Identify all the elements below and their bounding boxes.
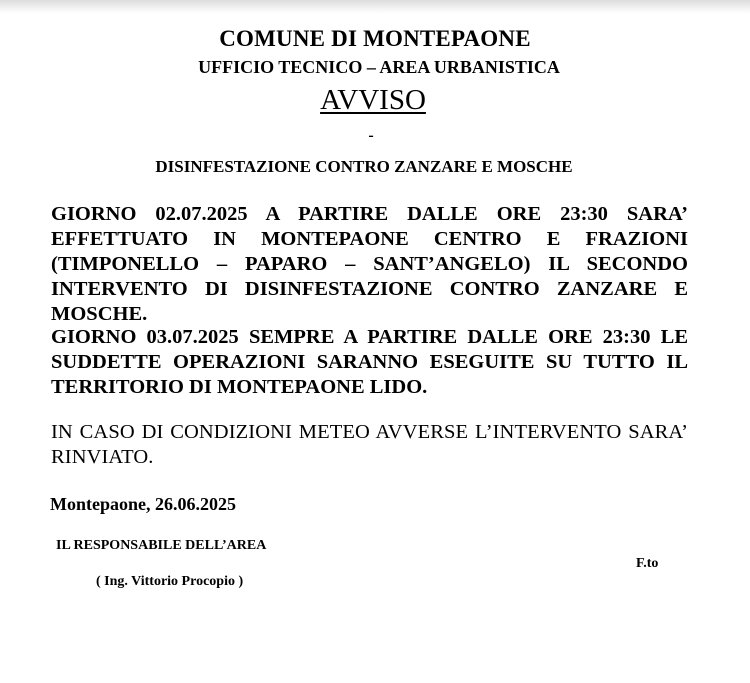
responsible-title: IL RESPONSABILE DELL’AREA (56, 538, 267, 553)
separator-dash: - (368, 127, 374, 144)
signed-mark: F.to (636, 556, 659, 571)
municipality-heading: COMUNE DI MONTEPAONE (219, 26, 531, 51)
body-paragraph-first-intervention: GIORNO 02.07.2025 A PARTIRE DALLE ORE 23:30 SARA’ EFFETTUATO IN MONTEPAONE CENTRO E FRAZIONI (TIMPONELLO – PAPARO – SANT’ANGELO) IL SECONDO INTERVENTO DI DISINFESTAZIONE CONTRO ZANZARE E MOSCHE. (51, 203, 688, 325)
office-subheading: UFFICIO TECNICO – AREA URBANISTICA (198, 57, 560, 77)
body-paragraph-weather-note: IN CASO DI CONDIZIONI METEO AVVERSE L’INTERVENTO SARA’ RINVIATO. (51, 421, 688, 468)
place-and-date: Montepaone, 26.06.2025 (50, 494, 236, 514)
signer-name: ( Ing. Vittorio Procopio ) (96, 574, 244, 589)
notice-title: AVVISO (320, 84, 426, 116)
body-paragraph-second-intervention: GIORNO 03.07.2025 SEMPRE A PARTIRE DALLE ORE 23:30 LE SUDDETTE OPERAZIONI SARANNO ESEGUITE SU TUTTO IL TERRITORIO DI MONTEPAONE LIDO. (51, 326, 688, 398)
notice-subject: DISINFESTAZIONE CONTRO ZANZARE E MOSCHE (155, 157, 573, 176)
